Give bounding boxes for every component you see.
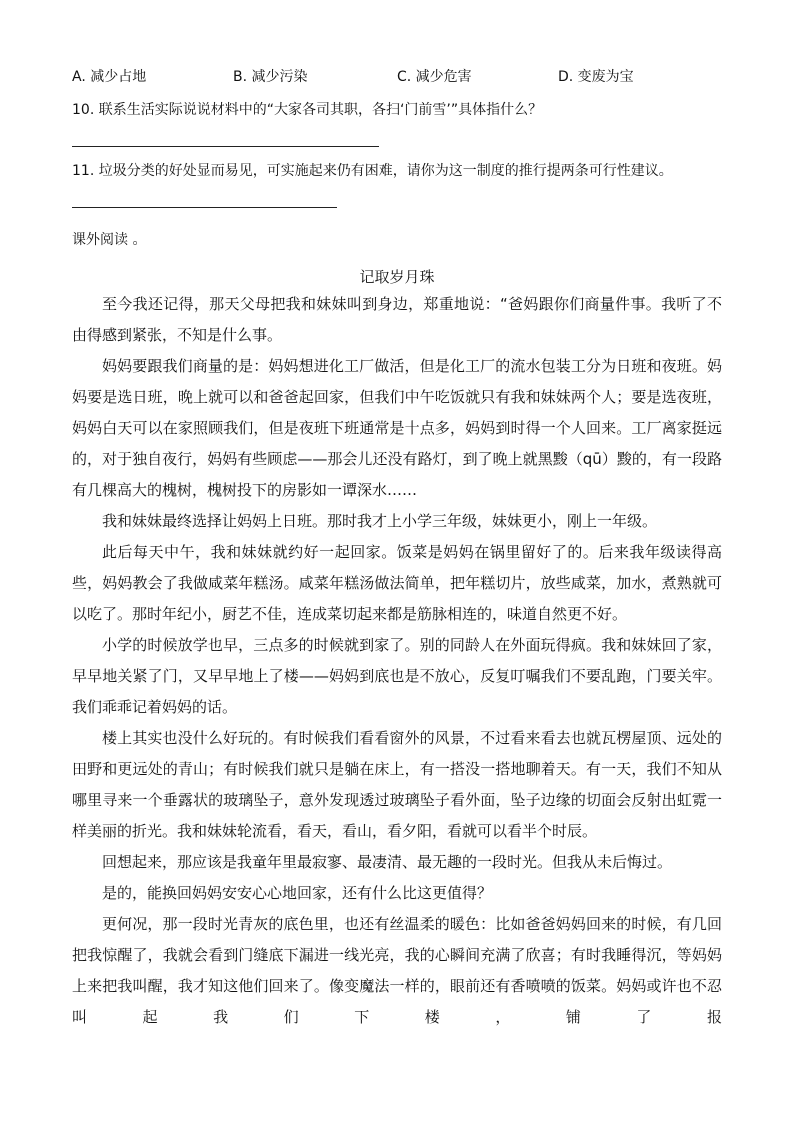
paragraph: 至今我还记得，那天父母把我和妹妹叫到身边，郑重地说：“爸妈跟你们商量件事。我听了不由得感到紧张，不知是什么事。 bbox=[72, 295, 722, 344]
paragraph: 妈妈要跟我们商量的是：妈妈想进化工厂做活，但是化工厂的流水包装工分为日班和夜班。妈妈要是选日班，晚上就可以和爸爸起回家，但我们中午吃饭就只有我和妹妹两个人；要是选夜班，妈妈白天可以在家照顾我们，但是夜班下班通常是十点多，妈妈到时得一个人回来。工厂离家挺远的，对于独自夜行，妈妈有些顾虑——那会儿还没有路灯，到了晚上就黑黢（qū）黢的，有一段路有几棵高大的槐树，槐树投下的房影如一谭深水…… bbox=[72, 357, 722, 499]
essay-body bbox=[72, 289, 722, 1033]
paragraph: 是的，能换回妈妈安安心心地回家，还有什么比这更值得？ bbox=[102, 884, 493, 902]
paragraph: 更何况，那一段时光青灰的底色里，也还有丝温柔的暖色：比如爸爸妈妈回来的时候，有几回把我惊醒了，我就会看到门缝底下漏进一线光亮，我的心瞬间充满了欣喜；有时我睡得沉，等妈妈上来把我叫醒，我才知这他们回来了。像变魔法一样的，眼前还有香喷喷的饭菜。妈妈或许也不忍叫起我们下楼，铺了报 bbox=[72, 915, 722, 1026]
option-a[interactable]: A. 减少占地 bbox=[72, 69, 147, 85]
paragraph: 楼上其实也没什么好玩的。有时候我们看看窗外的风景，不过看来看去也就瓦楞屋顶、远处的田野和更远处的青山；有时候我们就只是躺在床上，有一搭没一搭地聊着天。有一天，我们不知从哪里寻来一个垂露状的玻璃坠子，意外发现透过玻璃坠子看外面，坠子边缘的切面会反射出虹霓一样美丽的折光。我和妹妹轮流看，看天，看山，看夕阳，看就可以看半个时辰。 bbox=[72, 729, 722, 840]
paragraph: 回想起来，那应该是我童年里最寂寥、最凄清、最无趣的一段时光。但我从未后悔过。 bbox=[102, 853, 673, 871]
section-label: 课外阅读 。 bbox=[72, 232, 147, 248]
paragraph: 我和妹妹最终选择让妈妈上日班。那时我才上小学三年级，妹妹更小，刚上一年级。 bbox=[102, 512, 658, 530]
essay-title: 记取岁月珠 bbox=[359, 268, 435, 286]
answer-options bbox=[72, 66, 722, 88]
answer-line-10[interactable] bbox=[72, 146, 379, 147]
option-c[interactable]: C. 减少危害 bbox=[397, 69, 472, 85]
paragraph: 小学的时候放学也早，三点多的时候就到家了。别的同龄人在外面玩得疯。我和妹妹回了家，早早地关紧了门，又早早地上了楼——妈妈到底也是不放心，反复叮嘱我们不要乱跑，门要关牢。我们乖乖记着妈妈的话。 bbox=[72, 636, 722, 716]
option-b[interactable]: B. 减少污染 bbox=[233, 69, 308, 85]
option-d[interactable]: D. 变废为宝 bbox=[558, 69, 634, 85]
question-10: 10. 联系生活实际说说材料中的“大家各司其职，各扫‘门前雪’”具体指什么？ bbox=[72, 102, 543, 118]
answer-line-11[interactable] bbox=[72, 207, 337, 208]
paragraph: 此后每天中午，我和妹妹就约好一起回家。饭菜是妈妈在锅里留好了的。后来我年级读得高些，妈妈教会了我做咸菜年糕汤。咸菜年糕汤做法简单，把年糕切片，放些咸菜，加水，煮熟就可以吃了。那时年纪小，厨艺不佳，连成菜切起来都是筋脉相连的，味道自然更不好。 bbox=[72, 543, 722, 623]
question-11: 11. 垃圾分类的好处显而易见，可实施起来仍有困难，请你为这一制度的推行提两条可行性建议。 bbox=[72, 163, 673, 179]
